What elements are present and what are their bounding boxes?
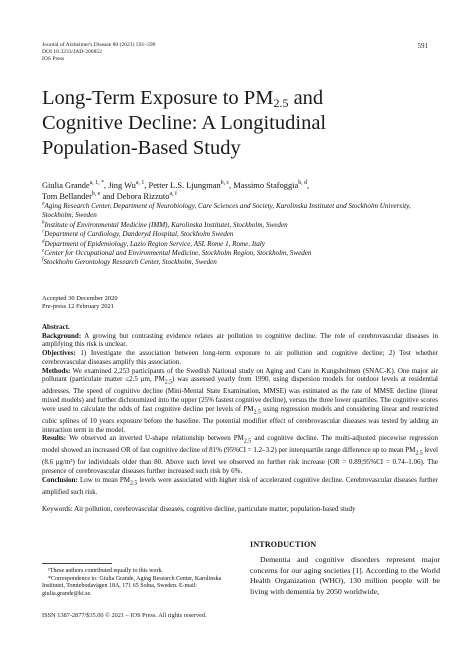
section-label: Objectives:: [42, 349, 76, 358]
footnotes: [42, 568, 232, 598]
section-text: levels were associated with higher risk of accelerated cognitive decline. Cerebrovascular diseases further amplified such risk.: [42, 475, 438, 496]
pm-subscript: 2.5: [164, 379, 173, 386]
affiliation-mark: f: [42, 258, 44, 264]
footnote-correspondence: *Correspondence to: Giulia Grande, Aging Research Center, Karolinska Institutet, Tomtebodavägen 18A, 171 65 Solna, Sweden. E-mail: giulia.grande@ki.se.: [42, 575, 222, 597]
affiliation-mark: c: [42, 229, 45, 235]
introduction-heading: INTRODUCTION: [250, 540, 317, 549]
abstract-objectives: [42, 349, 438, 366]
keywords: Keywords: Air pollution, cerebrovascular diseases, cognitive decline, particulate matter, population-based study: [42, 505, 356, 513]
author-bellander: Tom Bellander: [42, 192, 92, 201]
pm-subscript: 2.5: [129, 480, 138, 487]
author-sup: b, d: [298, 180, 307, 187]
section-text: level (8.6 μg/m³) for individuals older than 80. Above such level we observed no further risk increase (OR = 0.89;95%CI = 0.74–1.06). The presence of cerebrovascular diseases further increased such risk by 6%.: [42, 446, 438, 476]
section-text: ) was assessed yearly from 1990, using dispersion models for outdoor levels at residential addresses. The speed of cognitive decline (Mini-Mental State Examination, MMSE) was estimated as the rate of MMSE decline (linear mixed models) and further dichotomized into the upper (25% fastest cognitive decline), versus the three lower quartiles. The cognitive scores were used to calculate the odds of fast cognitive decline per levels of PM: [42, 375, 438, 413]
section-text: We observed an inverted U-shape relationship between PM: [66, 434, 244, 443]
footnote-rule: [42, 563, 112, 564]
affiliation: [42, 258, 442, 267]
journal-header: [42, 42, 155, 63]
author-sup: a, 1: [135, 180, 145, 187]
section-label: Background:: [42, 331, 82, 340]
affiliation-text: Department of Cardiology, Danderyd Hospital, Stockholm Sweden: [44, 230, 234, 239]
page-number: 591: [417, 42, 428, 50]
article-title: [42, 86, 442, 161]
affiliation-mark: b: [42, 220, 45, 226]
introduction-text: Dementia and cognitive disorders represent major concerns for our aging societies [1]. According to the World Health Organization (WHO), 130 million people will be living with dementia by 2050 worldwide,: [250, 555, 440, 596]
section-label: Results:: [42, 434, 67, 443]
accepted-date: Accepted 30 December 2020: [42, 295, 118, 302]
author-sup: a, 1, *: [89, 180, 105, 187]
affiliation-text: Department of Epidemiology, Lazio Region Service, ASL Rome 1, Rome, Italy: [44, 239, 265, 248]
author-stafoggia: , Massimo Stafoggia: [229, 181, 299, 190]
affiliation: [42, 230, 442, 239]
section-text: and cognitive decline. The multi-adjusted piecewise regression model showed an increased OR of fast cognitive decline of 81% (95%CI = 1.2–3.2) per interquartile range difference up to mean PM: [42, 434, 438, 455]
affiliation-mark: e: [42, 248, 45, 254]
author-sup: b, c: [220, 180, 230, 187]
abstract: [42, 323, 438, 497]
author-grande: Giulia Grande: [42, 181, 90, 190]
abstract-methods: [42, 367, 438, 435]
title-line2: Cognitive Decline: A Longitudinal: [42, 112, 327, 134]
publisher: IOS Press: [42, 56, 65, 62]
pm-subscript: 2.5: [415, 450, 423, 457]
affiliations: [42, 202, 442, 268]
affiliation-text: Center for Occupational and Environmental Medicine, Stockholm Region, Stockholm, Sweden: [44, 249, 312, 258]
affiliation-text: Institute of Environmental Medicine (IMM), Karolinska Institutet, Stockholm, Sweden: [44, 220, 288, 229]
doi: DOI 10.3233/JAD-200852: [42, 49, 102, 55]
author-rizzuto: and Debora Rizzuto: [100, 192, 170, 201]
section-text: A growing but contrasting evidence relates air pollution to cognitive decline. The role of cerebrovascular diseases in amplifying this risk is unclear.: [42, 331, 438, 349]
author-sup: b, e: [91, 191, 101, 198]
journal-name: Journal of Alzheimer's Disease 80 (2021) 591–599: [42, 42, 156, 48]
abstract-background: [42, 332, 438, 349]
author-comma: ,: [307, 181, 310, 190]
affiliation: [42, 221, 442, 230]
abstract-conclusion: [42, 476, 438, 497]
pm-subscript: 2.5: [243, 438, 252, 445]
footnote-equal-contribution: ¹These authors contributed equally to this work.: [48, 568, 163, 574]
section-label: Methods:: [42, 366, 71, 375]
affiliation-text: Stockholm Gerontology Research Center, Stockholm, Sweden: [43, 258, 217, 267]
pm-subscript: 2.5: [253, 409, 261, 416]
section-text: Low to mean PM: [77, 475, 130, 484]
affiliation: [42, 240, 442, 249]
affiliation: [42, 249, 442, 258]
affiliation-mark: a: [42, 201, 45, 207]
author-ljungman: , Petter L.S. Ljungman: [144, 181, 221, 190]
dates: [42, 295, 118, 312]
affiliation-text: Aging Research Center, Department of Neurobiology, Care Sciences and Society, Karolinska Institutet and Stockholm University, Stockholm, Sweden: [42, 202, 411, 220]
title-line1-prefix: Long-Term Exposure to PM: [42, 87, 274, 109]
title-line3: Population-Based Study: [42, 137, 241, 159]
affiliation: [42, 202, 442, 221]
title-pm-subscript: 2.5: [273, 96, 289, 110]
section-text: 1) Investigate the association between long-term exposure to air pollution and cognitive decline; 2) Test whether cerebrovascular diseases amplify this association.: [42, 349, 438, 366]
title-line1-suffix: and: [288, 87, 324, 109]
author-sup: a, f: [169, 191, 177, 198]
author-list: [42, 180, 442, 202]
author-wu: , Jing Wu: [104, 181, 136, 190]
affiliation-mark: d: [42, 239, 45, 245]
section-text: We examined 2,253 participants of the Swedish National study on Aging and Care in Kungsholmen (SNAC-K). One major air pollutant (particulate matter ≤2.5 μm, PM: [42, 366, 438, 384]
prepress-date: Pre-press 12 February 2021: [42, 303, 115, 311]
issn-line: ISSN 1387-2877/$35.00 © 2021 – IOS Press. All rights reserved.: [42, 612, 207, 619]
section-label: Conclusion:: [42, 475, 78, 484]
section-text: using regression models and considering linear and restricted cubic splines of 10 years exposure before the baseline. The potential modifier effect of cerebrovascular diseases was tested by adding an interaction term in the model.: [42, 404, 438, 434]
abstract-results: [42, 434, 438, 476]
abstract-heading: Abstract.: [42, 323, 70, 331]
